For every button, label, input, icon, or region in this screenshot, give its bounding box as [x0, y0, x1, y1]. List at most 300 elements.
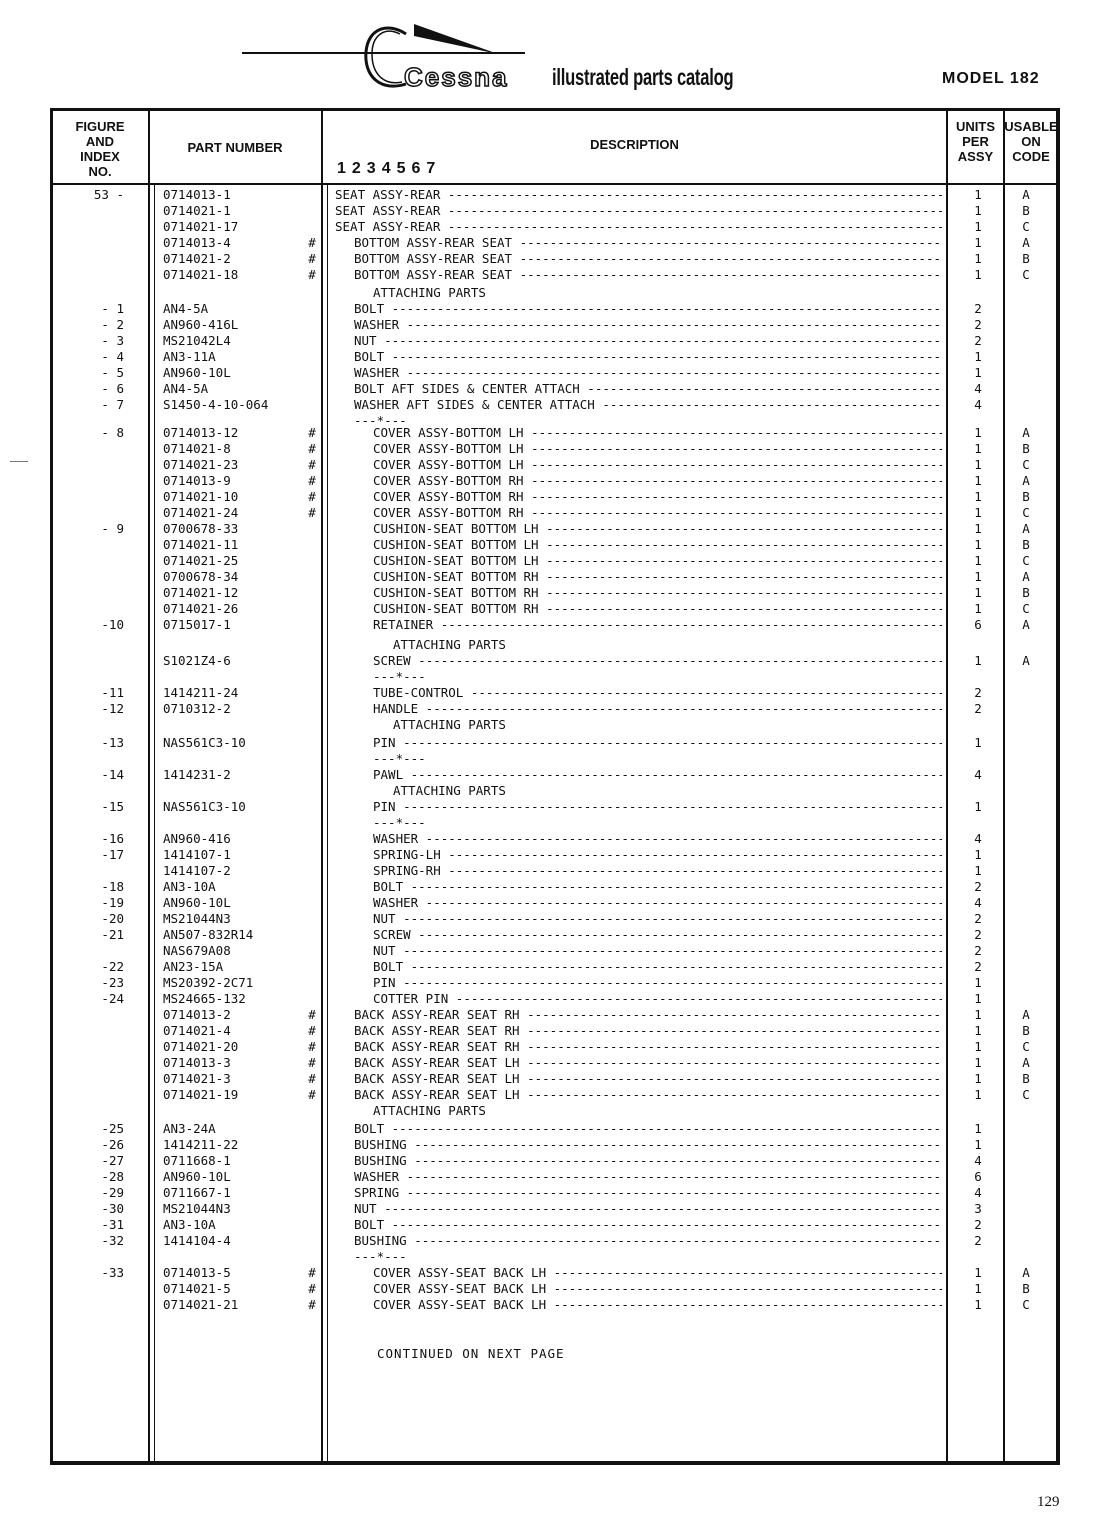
- figure-index: 53 -: [93, 187, 124, 202]
- interchange-mark: #: [308, 457, 316, 472]
- description: CUSHION-SEAT BOTTOM RH -----: [373, 601, 942, 617]
- part-number: 0714021-5: [163, 1281, 231, 1296]
- figure-index: -17: [101, 847, 124, 862]
- part-number: 1414104-4: [163, 1233, 231, 1248]
- usable-on-code: B: [1022, 1071, 1030, 1086]
- figure-index: -14: [101, 767, 124, 782]
- part-number: 0714021-3: [163, 1071, 231, 1086]
- figure-index: -16: [101, 831, 124, 846]
- table-row: [0, 1217, 1113, 1233]
- table-row: [0, 1233, 1113, 1249]
- part-number: S1021Z4-6: [163, 653, 231, 668]
- usable-on-code: C: [1022, 553, 1030, 568]
- description: COVER ASSY-BOTTOM LH -----: [373, 441, 942, 457]
- table-row: [0, 617, 1113, 633]
- description-header: DESCRIPTION: [590, 137, 679, 152]
- figure-index: -18: [101, 879, 124, 894]
- table-row: [0, 285, 1113, 301]
- description: BOTTOM ASSY-REAR SEAT -----: [354, 235, 942, 251]
- description: BUSHING -----: [354, 1137, 942, 1153]
- interchange-mark: #: [308, 1055, 316, 1070]
- units-per-assy: 1: [974, 1281, 982, 1296]
- table-row: [0, 251, 1113, 267]
- figure-index: -12: [101, 701, 124, 716]
- units-per-assy: 2: [974, 927, 982, 942]
- interchange-mark: #: [308, 235, 316, 250]
- description: BACK ASSY-REAR SEAT LH -----: [354, 1071, 942, 1087]
- figure-index: - 9: [101, 521, 124, 536]
- table-row: [0, 653, 1113, 669]
- page-number: 129: [1037, 1494, 1060, 1510]
- description: SCREW -----: [373, 927, 942, 943]
- units-per-assy: 1: [974, 799, 982, 814]
- description: COVER ASSY-SEAT BACK LH -----: [373, 1297, 942, 1313]
- table-row: [0, 1039, 1113, 1055]
- table-row: [0, 975, 1113, 991]
- part-number: AN960-10L: [163, 365, 231, 380]
- description: ---*---: [373, 669, 426, 684]
- units-per-assy: 4: [974, 831, 982, 846]
- usable-on-code: B: [1022, 251, 1030, 266]
- part-number: NAS561C3-10: [163, 799, 246, 814]
- description: BOLT -----: [354, 349, 942, 365]
- units-per-assy: 1: [974, 349, 982, 364]
- units-per-assy: 1: [974, 267, 982, 282]
- units-per-assy: 3: [974, 1201, 982, 1216]
- figure-index: - 2: [101, 317, 124, 332]
- table-row: [0, 219, 1113, 235]
- units-per-assy: 1: [974, 473, 982, 488]
- table-row: [0, 685, 1113, 701]
- table-row: [0, 1103, 1113, 1119]
- part-number: AN960-10L: [163, 895, 231, 910]
- table-row: [0, 959, 1113, 975]
- usable-on-code: A: [1022, 1055, 1030, 1070]
- usable-on-code: B: [1022, 537, 1030, 552]
- table-row: [0, 569, 1113, 585]
- table-row: [0, 847, 1113, 863]
- table-row: [0, 425, 1113, 441]
- table-row: [0, 831, 1113, 847]
- description: TUBE-CONTROL -----: [373, 685, 942, 701]
- usable-on-code: A: [1022, 521, 1030, 536]
- units-per-assy: 1: [974, 489, 982, 504]
- units-per-assy: 1: [974, 537, 982, 552]
- description: BUSHING -----: [354, 1153, 942, 1169]
- description: CUSHION-SEAT BOTTOM LH -----: [373, 537, 942, 553]
- part-number: S1450-4-10-064: [163, 397, 269, 412]
- part-number: AN3-10A: [163, 1217, 216, 1232]
- figure-index: -20: [101, 911, 124, 926]
- table-row: [0, 783, 1113, 799]
- description: ATTACHING PARTS: [393, 783, 506, 798]
- units-per-assy: 2: [974, 317, 982, 332]
- figure-index: -30: [101, 1201, 124, 1216]
- table-row: [0, 537, 1113, 553]
- usable-on-code: C: [1022, 267, 1030, 282]
- description: NUT -----: [354, 333, 942, 349]
- units-per-assy: 4: [974, 1185, 982, 1200]
- description: ---*---: [373, 751, 426, 766]
- interchange-mark: #: [308, 473, 316, 488]
- part-number: 0714021-11: [163, 537, 239, 552]
- figure-index: -32: [101, 1233, 124, 1248]
- table-row: [0, 1265, 1113, 1281]
- description: BUSHING -----: [354, 1233, 942, 1249]
- description: WASHER -----: [354, 1169, 942, 1185]
- figure-index: - 4: [101, 349, 124, 364]
- units-per-assy: 1: [974, 457, 982, 472]
- units-per-assy: 6: [974, 1169, 982, 1184]
- figure-index: -27: [101, 1153, 124, 1168]
- interchange-mark: #: [308, 489, 316, 504]
- interchange-mark: #: [308, 1007, 316, 1022]
- part-number: 0714013-9: [163, 473, 231, 488]
- part-number: 0714021-19: [163, 1087, 239, 1102]
- part-number: MS21044N3: [163, 911, 231, 926]
- figure-index: -13: [101, 735, 124, 750]
- usable-on-code: B: [1022, 441, 1030, 456]
- part-number: 0714013-5: [163, 1265, 231, 1280]
- units-per-assy: 1: [974, 425, 982, 440]
- figure-index: - 8: [101, 425, 124, 440]
- table-row: [0, 799, 1113, 815]
- units-per-assy: 1: [974, 569, 982, 584]
- description: ---*---: [354, 1249, 407, 1264]
- description: COVER ASSY-SEAT BACK LH -----: [373, 1265, 942, 1281]
- description: ATTACHING PARTS: [373, 1103, 486, 1118]
- part-number: 1414107-1: [163, 847, 231, 862]
- units-per-assy: 1: [974, 235, 982, 250]
- table-row: [0, 1087, 1113, 1103]
- part-number: 0714021-21: [163, 1297, 239, 1312]
- units-per-assy: 2: [974, 685, 982, 700]
- part-number: 0710312-2: [163, 701, 231, 716]
- figure-index: -23: [101, 975, 124, 990]
- model-label: MODEL 182: [942, 70, 1040, 87]
- figure-index: -25: [101, 1121, 124, 1136]
- table-row: [0, 441, 1113, 457]
- description: COVER ASSY-BOTTOM RH -----: [373, 473, 942, 489]
- usable-on-code: B: [1022, 1023, 1030, 1038]
- table-row: [0, 879, 1113, 895]
- part-number: AN960-10L: [163, 1169, 231, 1184]
- part-number: MS20392-2C71: [163, 975, 254, 990]
- units-per-assy: 1: [974, 203, 982, 218]
- description: BOTTOM ASSY-REAR SEAT -----: [354, 267, 942, 283]
- units-per-assy: 1: [974, 553, 982, 568]
- table-row: [0, 669, 1113, 685]
- interchange-mark: #: [308, 1281, 316, 1296]
- part-number: 0714021-18: [163, 267, 239, 282]
- part-number: 0714013-2: [163, 1007, 231, 1022]
- description: SPRING -----: [354, 1185, 942, 1201]
- table-row: [0, 187, 1113, 203]
- units-per-assy: 6: [974, 617, 982, 632]
- part-number: 0711668-1: [163, 1153, 231, 1168]
- description: BACK ASSY-REAR SEAT LH -----: [354, 1087, 942, 1103]
- units-per-assy: 2: [974, 301, 982, 316]
- part-number: 0714021-10: [163, 489, 239, 504]
- units-per-assy: 4: [974, 381, 982, 396]
- figure-index: -26: [101, 1137, 124, 1152]
- usable-on-code: A: [1022, 425, 1030, 440]
- figure-index: -10: [101, 617, 124, 632]
- table-row: [0, 381, 1113, 397]
- description: COTTER PIN -----: [373, 991, 942, 1007]
- description: WASHER -----: [373, 831, 942, 847]
- description: PAWL -----: [373, 767, 942, 783]
- part-number-header: PART NUMBER: [187, 140, 283, 155]
- description: ATTACHING PARTS: [393, 717, 506, 732]
- part-number: AN507-832R14: [163, 927, 254, 942]
- part-number: 0714021-24: [163, 505, 239, 520]
- units-per-assy: 1: [974, 847, 982, 862]
- part-number: MS21044N3: [163, 1201, 231, 1216]
- units-per-assy: 4: [974, 397, 982, 412]
- part-number: 0714013-3: [163, 1055, 231, 1070]
- table-row: [0, 267, 1113, 283]
- units-per-assy: 2: [974, 1233, 982, 1248]
- table-row: [0, 1137, 1113, 1153]
- units-per-assy: 1: [974, 1023, 982, 1038]
- description: BACK ASSY-REAR SEAT RH -----: [354, 1023, 942, 1039]
- table-row: [0, 601, 1113, 617]
- table-row: [0, 585, 1113, 601]
- table-row: [0, 365, 1113, 381]
- table-row: [0, 895, 1113, 911]
- units-per-assy: 1: [974, 505, 982, 520]
- description: BOLT -----: [373, 879, 942, 895]
- description: NUT -----: [373, 911, 942, 927]
- usable-on-code: B: [1022, 203, 1030, 218]
- table-row: [0, 505, 1113, 521]
- figure-index: - 3: [101, 333, 124, 348]
- usable-on-code: C: [1022, 1087, 1030, 1102]
- units-per-assy: 1: [974, 653, 982, 668]
- table-row: [0, 637, 1113, 653]
- usable-on-code: A: [1022, 1265, 1030, 1280]
- table-row: [0, 1297, 1113, 1313]
- description: COVER ASSY-BOTTOM RH -----: [373, 505, 942, 521]
- figure-index: -15: [101, 799, 124, 814]
- table-row: [0, 1055, 1113, 1071]
- usable-on-code: C: [1022, 1039, 1030, 1054]
- units-per-assy: 4: [974, 767, 982, 782]
- part-number: AN960-416: [163, 831, 231, 846]
- part-number: 0714021-4: [163, 1023, 231, 1038]
- units-per-assy: 1: [974, 863, 982, 878]
- part-number: 0711667-1: [163, 1185, 231, 1200]
- interchange-mark: #: [308, 1039, 316, 1054]
- units-per-assy: 1: [974, 975, 982, 990]
- usable-on-code: B: [1022, 489, 1030, 504]
- units-per-assy: 1: [974, 441, 982, 456]
- part-number: 1414211-22: [163, 1137, 239, 1152]
- interchange-mark: #: [308, 1023, 316, 1038]
- usable-on-code: C: [1022, 219, 1030, 234]
- description: SPRING-RH -----: [373, 863, 942, 879]
- description: ---*---: [354, 413, 407, 428]
- part-number: 0714013-12: [163, 425, 239, 440]
- table-row: [0, 235, 1113, 251]
- figure-index: - 6: [101, 381, 124, 396]
- table-row: [0, 553, 1113, 569]
- figure-index: -24: [101, 991, 124, 1006]
- units-per-assy: 2: [974, 701, 982, 716]
- part-number: AN3-10A: [163, 879, 216, 894]
- figure-header: FIGURE AND INDEX NO.: [75, 119, 125, 179]
- units-per-assy: 2: [974, 879, 982, 894]
- units-per-assy: 1: [974, 365, 982, 380]
- usable-on-code: B: [1022, 585, 1030, 600]
- table-row: [0, 911, 1113, 927]
- table-row: [0, 1153, 1113, 1169]
- table-row: [0, 521, 1113, 537]
- description: BOLT -----: [354, 1121, 942, 1137]
- description: BACK ASSY-REAR SEAT RH -----: [354, 1007, 942, 1023]
- table-row: [0, 767, 1113, 783]
- description: BACK ASSY-REAR SEAT LH -----: [354, 1055, 942, 1071]
- description: WASHER -----: [373, 895, 942, 911]
- figure-index: - 1: [101, 301, 124, 316]
- table-row: [0, 333, 1113, 349]
- interchange-mark: #: [308, 1071, 316, 1086]
- units-per-assy: 1: [974, 991, 982, 1006]
- description: PIN -----: [373, 735, 942, 751]
- table-row: [0, 203, 1113, 219]
- description: CUSHION-SEAT BOTTOM LH -----: [373, 553, 942, 569]
- units-per-assy: 1: [974, 1297, 982, 1312]
- description: WASHER -----: [354, 317, 942, 333]
- figure-index: -21: [101, 927, 124, 942]
- units-per-assy: 2: [974, 943, 982, 958]
- figure-index: -11: [101, 685, 124, 700]
- table-row: [0, 1185, 1113, 1201]
- units-per-assy: 1: [974, 1137, 982, 1152]
- table-row: [0, 397, 1113, 413]
- units-per-assy: 4: [974, 895, 982, 910]
- description: WASHER AFT SIDES & CENTER ATTACH -----: [354, 397, 942, 413]
- description: SEAT ASSY-REAR -----: [335, 219, 942, 235]
- description: BOLT AFT SIDES & CENTER ATTACH -----: [354, 381, 942, 397]
- part-number: 0714021-26: [163, 601, 239, 616]
- part-number: 0700678-33: [163, 521, 239, 536]
- usable-on-code: C: [1022, 505, 1030, 520]
- description: WASHER -----: [354, 365, 942, 381]
- figure-index: -31: [101, 1217, 124, 1232]
- part-number: 1414211-24: [163, 685, 239, 700]
- description: COVER ASSY-BOTTOM LH -----: [373, 425, 942, 441]
- brand-name: Cessna: [404, 62, 509, 92]
- usable-on-code: C: [1022, 1297, 1030, 1312]
- interchange-mark: #: [308, 441, 316, 456]
- usable-on-code: A: [1022, 569, 1030, 584]
- part-number: AN3-24A: [163, 1121, 216, 1136]
- description: PIN -----: [373, 975, 942, 991]
- units-per-assy: 2: [974, 333, 982, 348]
- description: RETAINER -----: [373, 617, 942, 633]
- interchange-mark: #: [308, 425, 316, 440]
- part-number: 0714021-8: [163, 441, 231, 456]
- description: HANDLE -----: [373, 701, 942, 717]
- table-row: [0, 735, 1113, 751]
- description: COVER ASSY-BOTTOM LH -----: [373, 457, 942, 473]
- figure-index: -28: [101, 1169, 124, 1184]
- usable-on-code: A: [1022, 1007, 1030, 1022]
- table-row: [0, 751, 1113, 767]
- table-row: [0, 701, 1113, 717]
- units-per-assy: 1: [974, 1055, 982, 1070]
- table-row: [0, 349, 1113, 365]
- description: NUT -----: [354, 1201, 942, 1217]
- usable-on-code: A: [1022, 187, 1030, 202]
- part-number: AN4-5A: [163, 301, 209, 316]
- units-per-assy: 2: [974, 959, 982, 974]
- part-number: AN960-416L: [163, 317, 239, 332]
- usable-on-code: A: [1022, 653, 1030, 668]
- description: COVER ASSY-BOTTOM RH -----: [373, 489, 942, 505]
- figure-index: - 7: [101, 397, 124, 412]
- units-per-assy: 2: [974, 1217, 982, 1232]
- table-row: [0, 1023, 1113, 1039]
- figure-index: - 5: [101, 365, 124, 380]
- description: SPRING-LH -----: [373, 847, 942, 863]
- usable-on-code: B: [1022, 1281, 1030, 1296]
- table-row: [0, 301, 1113, 317]
- table-row: [0, 863, 1113, 879]
- table-row: [0, 991, 1113, 1007]
- table-row: [0, 1071, 1113, 1087]
- usable-on-code: A: [1022, 473, 1030, 488]
- description: BOLT -----: [354, 1217, 942, 1233]
- description: CUSHION-SEAT BOTTOM LH -----: [373, 521, 942, 537]
- description: ---*---: [373, 815, 426, 830]
- part-number: AN3-11A: [163, 349, 216, 364]
- units-per-assy: 1: [974, 1007, 982, 1022]
- table-row: [0, 815, 1113, 831]
- description: COVER ASSY-SEAT BACK LH -----: [373, 1281, 942, 1297]
- description: SEAT ASSY-REAR -----: [335, 187, 942, 203]
- units-per-assy: 1: [974, 1265, 982, 1280]
- indent-digits: 1234567: [337, 160, 442, 177]
- units-per-assy: 1: [974, 1087, 982, 1102]
- description: BOLT -----: [354, 301, 942, 317]
- table-row: [0, 717, 1113, 733]
- part-number: 0714021-2: [163, 251, 231, 266]
- part-number: 0700678-34: [163, 569, 239, 584]
- part-number: 0714013-1: [163, 187, 231, 202]
- units-per-assy: 1: [974, 735, 982, 750]
- description: SEAT ASSY-REAR -----: [335, 203, 942, 219]
- interchange-mark: #: [308, 251, 316, 266]
- part-number: 0715017-1: [163, 617, 231, 632]
- continued-note: CONTINUED ON NEXT PAGE: [377, 1346, 565, 1361]
- interchange-mark: #: [308, 505, 316, 520]
- part-number: 0714021-1: [163, 203, 231, 218]
- table-row: [0, 317, 1113, 333]
- units-per-assy: 1: [974, 187, 982, 202]
- part-number: AN4-5A: [163, 381, 209, 396]
- description: BOTTOM ASSY-REAR SEAT -----: [354, 251, 942, 267]
- usable-on-code: A: [1022, 235, 1030, 250]
- figure-index: -19: [101, 895, 124, 910]
- description: SCREW -----: [373, 653, 942, 669]
- figure-index: -33: [101, 1265, 124, 1280]
- figure-index: -22: [101, 959, 124, 974]
- part-number: 0714021-12: [163, 585, 239, 600]
- figure-index: -29: [101, 1185, 124, 1200]
